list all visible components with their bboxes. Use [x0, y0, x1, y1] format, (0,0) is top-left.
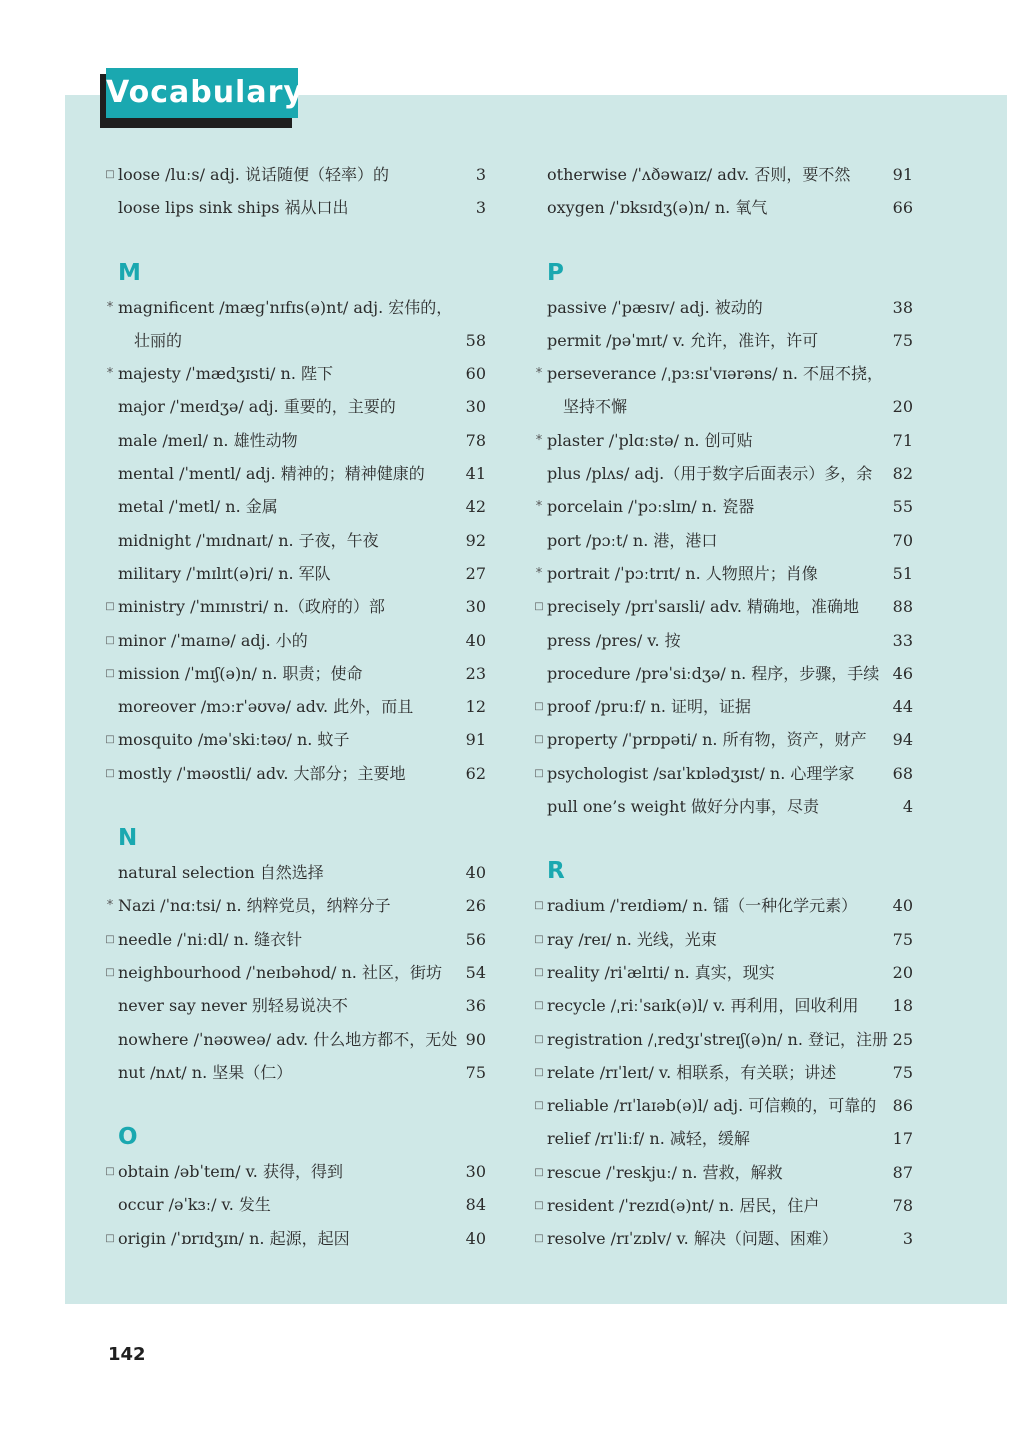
vocab-entry-text: loose /luːs/ adj. 说话随便（轻率）的 [118, 165, 389, 184]
vocab-entry-text: mental /ˈmentl/ adj. 精神的；精神健康的 [118, 464, 425, 484]
vocab-entry-text: male /meɪl/ n. 雄性动物 [118, 430, 298, 450]
vocab-entry-text: magnificent /mæɡˈnɪfɪs(ə)nt/ adj. 宏伟的， [118, 297, 453, 317]
group-right-P [533, 291, 913, 824]
vocab-entry [533, 757, 913, 790]
vocab-entry-text: porcelain /ˈpɔːslɪn/ n. 瓷器 [547, 497, 755, 517]
star-marker-icon: * [535, 432, 543, 448]
vocab-entry [104, 524, 486, 557]
vocab-entry-text: port /pɔːt/ n. 港，港口 [547, 530, 718, 550]
vocab-entry-text: portrait /ˈpɔːtrɪt/ n. 人物照片；肖像 [547, 563, 818, 583]
vocab-entry-page: 68 [892, 763, 913, 783]
vocab-entry-text: major /ˈmeɪdʒə/ adj. 重要的，主要的 [118, 397, 396, 417]
vocab-entry [104, 191, 486, 224]
vocab-entry-page: 20 [892, 397, 913, 417]
vocab-entry-text: ray /reɪ/ n. 光线，光束 [547, 929, 717, 949]
vocab-entry [533, 690, 913, 723]
group-left-N [104, 856, 486, 1089]
vocab-entry-text: resolve /rɪˈzɒlv/ v. 解决（问题、困难） [547, 1229, 838, 1249]
vocab-entry [533, 889, 913, 922]
vocab-entry-page: 55 [892, 497, 913, 517]
vocab-entry [533, 490, 913, 523]
vocab-entry-text: psychologist /saɪˈkɒlədʒɪst/ n. 心理学家 [547, 763, 855, 783]
vocab-entry-page: 17 [892, 1129, 913, 1149]
group-left-M [104, 291, 486, 790]
vocab-entry-text: precisely /prɪˈsaɪsli/ adv. 精确地，准确地 [547, 597, 860, 617]
vocab-entry-page: 84 [465, 1195, 486, 1215]
vocab-entry-text: occur /əˈkɜː/ v. 发生 [118, 1195, 271, 1215]
vocab-entry-page: 90 [465, 1029, 486, 1049]
left-column [104, 158, 486, 1255]
vocab-entry-text: otherwise /ˈʌðəwaɪz/ adv. 否则，要不然 [547, 165, 851, 184]
square-marker-icon: □ [534, 966, 544, 978]
vocab-entry-text: perseverance /ˌpɜːsɪˈvɪərəns/ n. 不屈不挠， [547, 364, 884, 384]
square-marker-icon: □ [534, 767, 544, 779]
vocab-entry-page: 3 [475, 198, 486, 218]
square-marker-icon: □ [534, 900, 544, 912]
square-marker-icon: □ [105, 169, 115, 180]
vocab-entry [104, 158, 486, 191]
vocab-entry-page: 60 [465, 364, 486, 384]
vocab-entry-page: 44 [892, 697, 913, 717]
vocab-entry-page: 75 [892, 330, 913, 350]
vocab-entry-text: proof /pruːf/ n. 证明，证据 [547, 697, 752, 717]
square-marker-icon: □ [534, 1233, 544, 1245]
vocab-entry-page: 42 [465, 497, 486, 517]
star-marker-icon: * [106, 366, 114, 382]
vocab-entry [533, 657, 913, 690]
vocab-entry-text: mostly /ˈməʊstli/ adv. 大部分；主要地 [118, 763, 406, 783]
vocab-entry [104, 1222, 486, 1255]
square-marker-icon: □ [534, 601, 544, 613]
vocab-entry-page: 30 [465, 1162, 486, 1182]
vocab-entry-page: 88 [892, 597, 913, 617]
vocab-entry-page: 66 [892, 198, 913, 218]
star-marker-icon: * [535, 565, 543, 581]
group-right-R [533, 889, 913, 1255]
vocab-entry-text: loose lips sink ships 祸从口出 [118, 198, 349, 218]
vocab-entry [104, 457, 486, 490]
vocab-entry [104, 657, 486, 690]
vocab-entry-page: 3 [902, 1229, 913, 1249]
vocab-entry-page: 25 [892, 1029, 913, 1049]
vocab-entry-page: 58 [465, 330, 486, 350]
page-number: 142 [108, 1344, 146, 1365]
vocab-entry-page: 71 [892, 430, 913, 450]
vocab-entry [104, 291, 486, 324]
vocab-entry [533, 1222, 913, 1255]
vocab-entry-page: 27 [465, 563, 486, 583]
square-marker-icon: □ [534, 1033, 544, 1045]
vocab-entry [533, 956, 913, 989]
square-marker-icon: □ [534, 1066, 544, 1078]
vocab-entry-page: 12 [465, 697, 486, 717]
vocab-entry [533, 989, 913, 1022]
vocab-entry-page: 92 [465, 530, 486, 550]
vocab-entry [104, 624, 486, 657]
vocab-entry-text: obtain /əbˈteɪn/ v. 获得，得到 [118, 1162, 343, 1182]
vocab-entry [104, 690, 486, 723]
section-letter-o: O [118, 1124, 138, 1151]
section-letter-p: P [547, 259, 564, 286]
square-marker-icon: □ [105, 1232, 115, 1244]
vocab-entry [104, 1056, 486, 1089]
vocab-entry-text: nut /nʌt/ n. 坚果（仁） [118, 1062, 293, 1082]
vocab-entry-page: 54 [465, 962, 486, 982]
vocab-entry [104, 923, 486, 956]
square-marker-icon: □ [105, 966, 115, 978]
square-marker-icon: □ [534, 1100, 544, 1112]
vocab-entry [104, 856, 486, 889]
vocab-entry [533, 1189, 913, 1222]
vocab-entry-text: procedure /prəˈsiːdʒə/ n. 程序，步骤，手续 [547, 663, 880, 683]
right-column [533, 158, 913, 1256]
vocab-entry-text: neighbourhood /ˈneɪbəhʊd/ n. 社区，街坊 [118, 962, 442, 982]
vocab-entry [104, 956, 486, 989]
vocab-entry-page: 78 [465, 430, 486, 450]
vocab-entry-page: 18 [892, 996, 913, 1016]
vocab-entry-text: registration /ˌredʒɪˈstreɪʃ(ə)n/ n. 登记，注册 [547, 1029, 889, 1049]
vocab-entry-page: 82 [892, 464, 913, 484]
vocab-entry-text: press /pres/ v. 按 [547, 630, 681, 650]
vocab-entry [104, 490, 486, 523]
vocab-entry-text: plaster /ˈplɑːstə/ n. 创可贴 [547, 430, 753, 450]
vocab-entry-text: property /ˈprɒpəti/ n. 所有物，资产，财产 [547, 730, 867, 750]
square-marker-icon: □ [534, 1000, 544, 1012]
square-marker-icon: □ [534, 734, 544, 746]
vocab-entry-page: 30 [465, 597, 486, 617]
vocab-entry [533, 1089, 913, 1122]
vocab-entry-text: reality /riˈælɪti/ n. 真实，现实 [547, 962, 775, 982]
vocab-entry [104, 757, 486, 790]
vocab-entry-text: relief /rɪˈliːf/ n. 减轻，缓解 [547, 1129, 750, 1149]
vocab-entry-text: Nazi /ˈnɑːtsi/ n. 纳粹党员，纳粹分子 [118, 896, 391, 916]
vocab-entry-page: 91 [465, 730, 486, 750]
vocab-entry-page: 87 [892, 1162, 913, 1182]
vocab-entry-page: 33 [892, 630, 913, 650]
vocab-entry-text: relate /rɪˈleɪt/ v. 相联系，有关联；讲述 [547, 1062, 837, 1082]
vocab-entry-page: 94 [892, 730, 913, 750]
vocab-entry-text: permit /pəˈmɪt/ v. 允许，准许，许可 [547, 330, 819, 350]
square-marker-icon: □ [105, 933, 115, 945]
vocab-entry-page: 46 [892, 663, 913, 683]
vocab-entry-text: mosquito /məˈskiːtəʊ/ n. 蚊子 [118, 730, 350, 750]
vocab-entry-text: rescue /ˈreskjuː/ n. 营救，解救 [547, 1162, 783, 1182]
vocab-entry-text: 坚持不懈 [563, 397, 628, 417]
vocab-entry [104, 723, 486, 756]
vocab-entry-text: natural selection 自然选择 [118, 863, 324, 883]
vocab-entry-text: radium /ˈreɪdiəm/ n. 镭（一种化学元素） [547, 896, 858, 916]
square-marker-icon: □ [534, 701, 544, 713]
vocab-entry-page: 75 [892, 929, 913, 949]
vocab-entry [533, 1056, 913, 1089]
vocab-entry [104, 357, 486, 390]
vocab-entry-text: pull one’s weight 做好分内事，尽责 [547, 797, 820, 817]
group-left-O [104, 1155, 486, 1255]
vocab-entry [104, 557, 486, 590]
vocab-entry [533, 424, 913, 457]
square-marker-icon: □ [534, 1166, 544, 1178]
vocab-entry-page: 75 [465, 1062, 486, 1082]
square-marker-icon: □ [105, 667, 115, 679]
group-left-L [104, 158, 486, 225]
vocab-entry-page: 20 [892, 962, 913, 982]
vocab-entry-text: never say never 别轻易说决不 [118, 996, 348, 1016]
vocab-entry-page: 40 [465, 630, 486, 650]
vocab-entry [533, 557, 913, 590]
vocab-entry-page: 3 [475, 165, 486, 184]
vocab-entry-text: passive /ˈpæsɪv/ adj. 被动的 [547, 297, 763, 317]
vocab-entry-page: 91 [892, 165, 913, 184]
vocab-entry [533, 191, 913, 224]
vocab-entry-text: military /ˈmɪlɪt(ə)ri/ n. 军队 [118, 563, 331, 583]
vocab-entry-page: 4 [902, 797, 913, 817]
vocab-entry-text: oxygen /ˈɒksɪdʒ(ə)n/ n. 氧气 [547, 198, 768, 218]
vocab-entry [533, 390, 913, 423]
vocab-entry [104, 590, 486, 623]
vocab-entry-text: resident /ˈrezɪd(ə)nt/ n. 居民，住户 [547, 1196, 820, 1216]
vocab-entry [104, 889, 486, 922]
vocab-entry-text: metal /ˈmetl/ n. 金属 [118, 497, 278, 517]
vocab-entry-page: 78 [892, 1196, 913, 1216]
vocab-entry-page: 40 [465, 1228, 486, 1248]
vocab-entry-page: 51 [892, 563, 913, 583]
vocab-entry-page: 40 [892, 896, 913, 916]
vocab-entry-text: recycle /ˌriːˈsaɪk(ə)l/ v. 再利用，回收利用 [547, 996, 859, 1016]
vocab-entry-text: majesty /ˈmædʒɪsti/ n. 陛下 [118, 364, 334, 384]
vocab-entry-text: minor /ˈmaɪnə/ adj. 小的 [118, 630, 308, 650]
vocab-entry-page: 62 [465, 763, 486, 783]
vocab-entry [533, 158, 913, 191]
square-marker-icon: □ [105, 1166, 115, 1178]
vocab-entry [533, 291, 913, 324]
vocab-entry [533, 790, 913, 823]
star-marker-icon: * [106, 898, 114, 914]
vocab-entry [533, 723, 913, 756]
section-letter-m: M [118, 259, 141, 286]
vocab-entry-page: 23 [465, 663, 486, 683]
square-marker-icon: □ [105, 634, 115, 646]
vocab-entry [533, 1023, 913, 1056]
square-marker-icon: □ [105, 734, 115, 746]
section-letter-n: N [118, 825, 138, 852]
vocab-entry [104, 1188, 486, 1221]
square-marker-icon: □ [105, 601, 115, 613]
vocab-entry [104, 324, 486, 357]
vocab-entry-page: 30 [465, 397, 486, 417]
vocab-entry-page: 41 [465, 464, 486, 484]
page-title: Vocabulary [106, 68, 298, 118]
vocab-entry-text: needle /ˈniːdl/ n. 缝衣针 [118, 929, 303, 949]
vocab-entry [533, 923, 913, 956]
vocab-entry [533, 357, 913, 390]
vocab-entry [533, 457, 913, 490]
group-right-O [533, 158, 913, 225]
vocab-entry-page: 56 [465, 929, 486, 949]
vocab-entry [104, 390, 486, 423]
vocab-entry-text: ministry /ˈmɪnɪstri/ n.（政府的）部 [118, 597, 385, 617]
square-marker-icon: □ [534, 933, 544, 945]
vocab-entry [533, 324, 913, 357]
section-letter-r: R [547, 858, 565, 885]
star-marker-icon: * [106, 299, 114, 315]
vocab-entry-page: 70 [892, 530, 913, 550]
square-marker-icon: □ [534, 1200, 544, 1212]
vocab-entry-text: plus /plʌs/ adj.（用于数字后面表示）多，余 [547, 464, 873, 484]
vocab-entry-page: 86 [892, 1096, 913, 1116]
vocab-entry-text: nowhere /ˈnəʊweə/ adv. 什么地方都不，无处 [118, 1029, 458, 1049]
vocab-entry [104, 424, 486, 457]
vocab-entry [533, 590, 913, 623]
vocab-entry-page: 38 [892, 297, 913, 317]
vocab-entry-page: 40 [465, 863, 486, 883]
vocab-entry-page: 26 [465, 896, 486, 916]
vocab-entry [104, 1023, 486, 1056]
vocab-entry-page: 36 [465, 996, 486, 1016]
vocab-entry [533, 1156, 913, 1189]
vocab-entry-text: moreover /mɔːrˈəʊvə/ adv. 此外，而且 [118, 697, 414, 717]
star-marker-icon: * [535, 366, 543, 382]
vocab-entry [104, 989, 486, 1022]
vocab-entry-text: origin /ˈɒrɪdʒɪn/ n. 起源，起因 [118, 1228, 350, 1248]
square-marker-icon: □ [105, 767, 115, 779]
vocab-entry [533, 524, 913, 557]
vocab-entry-text: 壮丽的 [134, 330, 183, 350]
vocab-entry [533, 1122, 913, 1155]
vocab-entry-text: mission /ˈmɪʃ(ə)n/ n. 职责；使命 [118, 663, 363, 683]
star-marker-icon: * [535, 499, 543, 515]
vocab-entry-text: midnight /ˈmɪdnaɪt/ n. 子夜，午夜 [118, 530, 379, 550]
vocab-entry [533, 624, 913, 657]
vocab-entry-text: reliable /rɪˈlaɪəb(ə)l/ adj. 可信赖的，可靠的 [547, 1096, 877, 1116]
vocab-entry-page: 75 [892, 1062, 913, 1082]
vocab-entry [104, 1155, 486, 1188]
